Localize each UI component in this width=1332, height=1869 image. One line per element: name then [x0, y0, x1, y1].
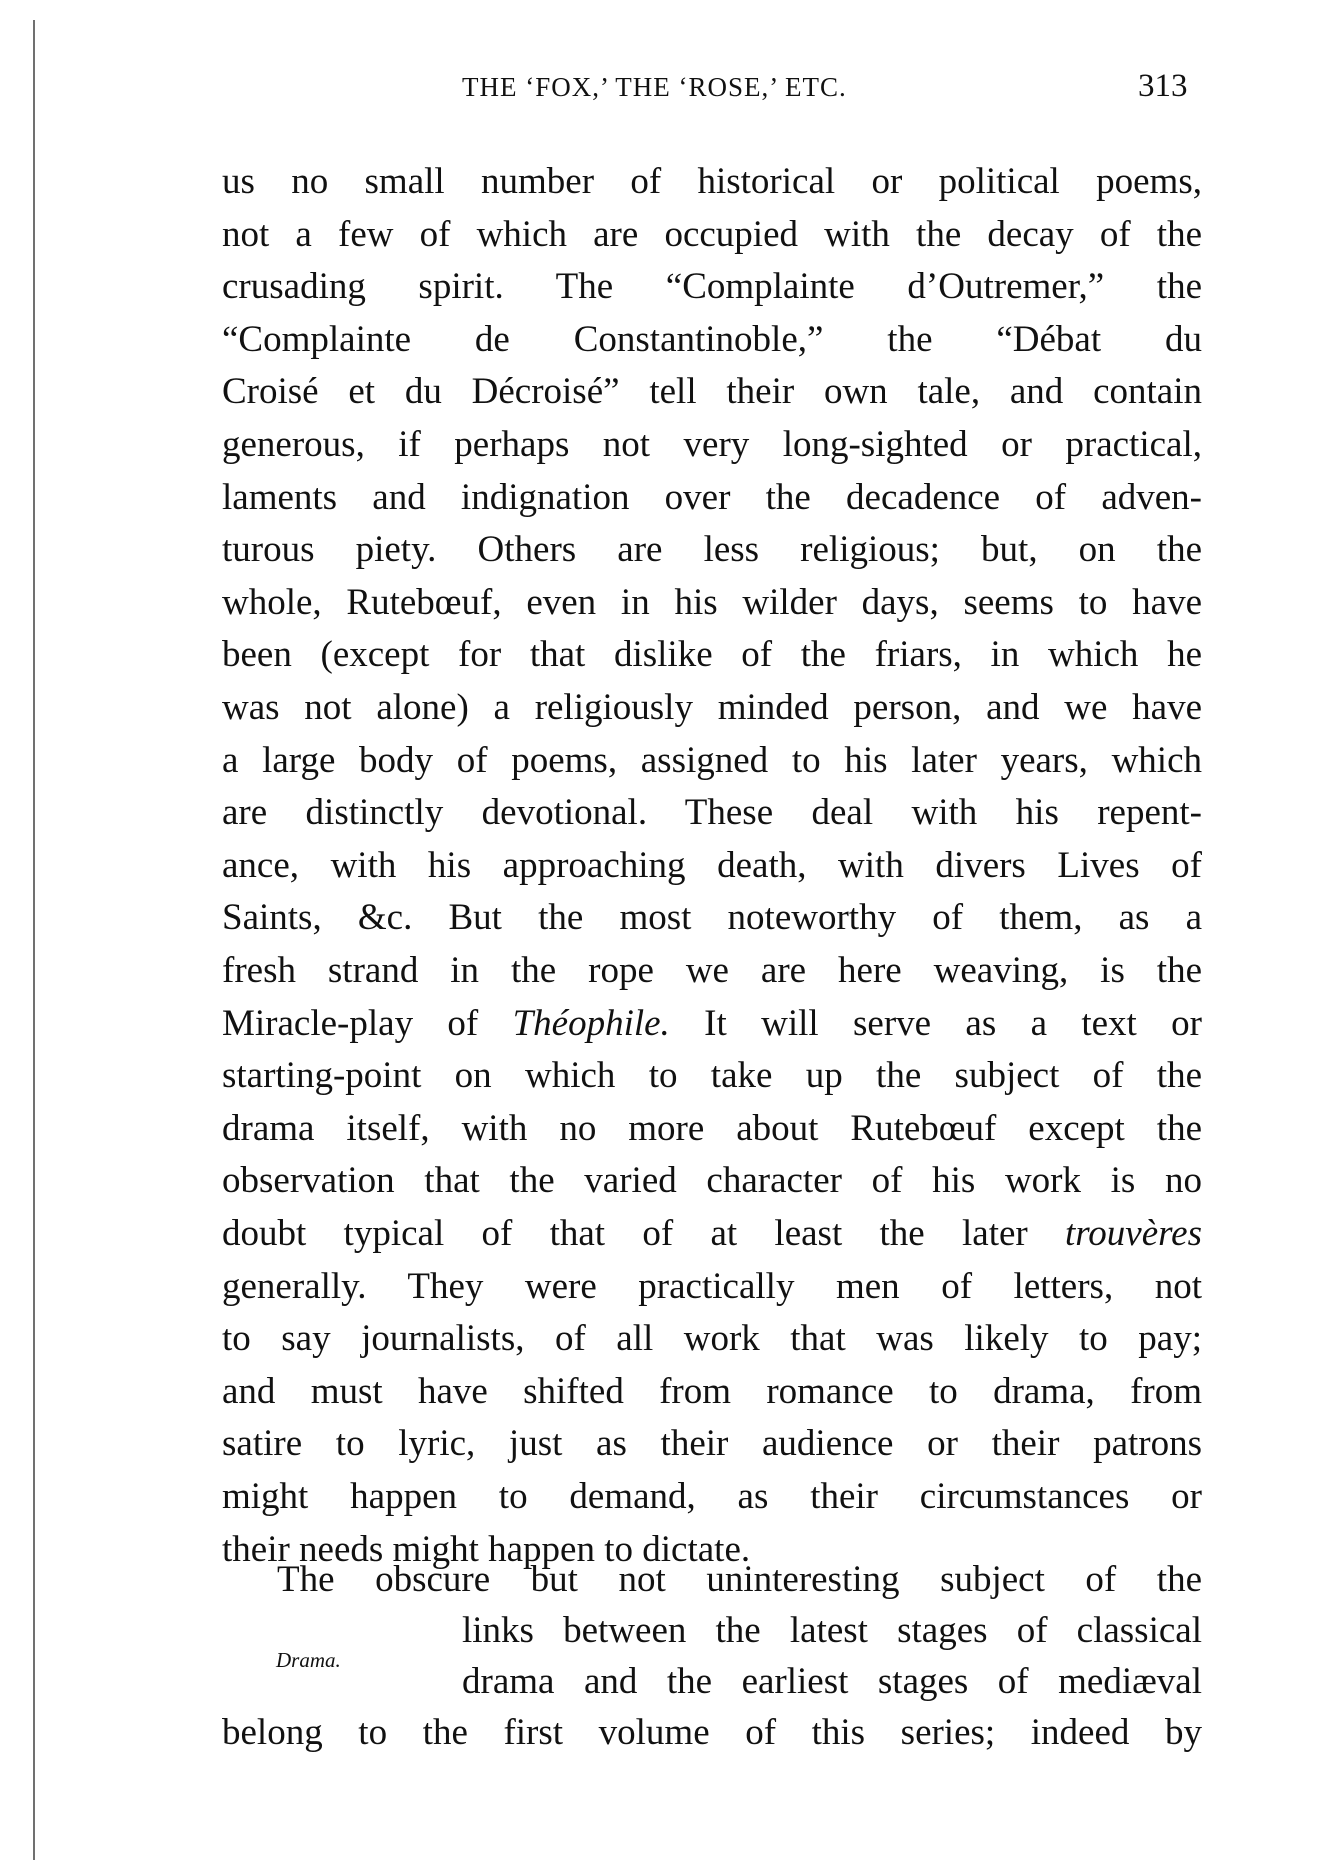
running-title: THE ‘FOX,’ THE ‘ROSE,’ ETC. [462, 72, 847, 102]
text-line [222, 793, 1202, 833]
text-line [222, 741, 1202, 781]
text-line [222, 951, 1202, 991]
line-text: a large body of poems, assigned to his later years, which [222, 739, 1202, 781]
text-line-content [222, 898, 1202, 938]
text-line-content [222, 741, 1202, 781]
line-text: turous piety. Others are less religious; but, on the [222, 529, 1202, 571]
text-line-content [222, 1713, 1202, 1753]
line-text: crusading spirit. The “Complainte d’Outremer,” the [222, 266, 1202, 308]
text-line [222, 1319, 1202, 1359]
text-line [222, 1372, 1202, 1412]
text-line-content [222, 372, 1202, 412]
line-text: us no small number of historical or political poems, [222, 161, 1202, 202]
line-text: drama itself, with no more about Rutebœuf except the [222, 1107, 1202, 1149]
text-line [222, 1161, 1202, 1201]
text-line-content [222, 1424, 1202, 1464]
text-line [222, 583, 1202, 623]
line-text: observation that the varied character of his work is no [222, 1160, 1202, 1202]
text-line-content [462, 1662, 1202, 1702]
text-line-content [222, 1004, 1202, 1044]
text-line-content [222, 1267, 1202, 1307]
line-text: starting-point on which to take up the subject of the [222, 1055, 1202, 1097]
text-line-content [222, 688, 1202, 728]
text-line-content [222, 1109, 1202, 1149]
text-line-content [222, 1056, 1202, 1096]
line-text: their needs might happen to dictate. [222, 1528, 751, 1570]
text-line [462, 1611, 1202, 1651]
text-line [462, 1662, 1202, 1702]
line-text: drama and the earliest stages of mediæval [462, 1661, 1202, 1702]
line-text: Croisé et du Décroisé” tell their own tale, and contain [222, 371, 1202, 413]
text-line [222, 530, 1202, 570]
text-line-content [222, 1319, 1202, 1359]
text-line-content [222, 583, 1202, 623]
line-text: was not alone) a religiously minded person, and we have [222, 687, 1202, 728]
line-text: It will serve as a text or [669, 1002, 1202, 1044]
text-line-content [222, 1214, 1202, 1254]
line-text: “Complainte de Constantinoble,” the “Débat du [222, 318, 1202, 360]
text-line [222, 372, 1202, 412]
line-text: The obscure but not uninteresting subject of the [277, 1559, 1202, 1600]
text-line-content [222, 530, 1202, 570]
text-line-content [222, 1372, 1202, 1412]
text-line-content [222, 162, 1202, 202]
text-line-content [222, 846, 1202, 886]
text-line [222, 215, 1202, 255]
text-line-content [222, 478, 1202, 518]
line-text: not a few of which are occupied with the decay of the [222, 213, 1202, 255]
line-text: are distinctly devotional. These deal with his repent- [222, 792, 1202, 834]
line-text: generally. They were practically men of letters, not [222, 1265, 1202, 1307]
line-text: doubt typical of that of at least the later [222, 1213, 1065, 1254]
text-line [222, 1004, 1202, 1044]
text-line-content [222, 267, 1202, 307]
text-line [277, 1560, 1202, 1600]
text-line [222, 1214, 1202, 1254]
text-line [222, 635, 1202, 675]
line-text: links between the latest stages of classical [462, 1610, 1202, 1651]
text-line-content [222, 425, 1202, 465]
text-line [222, 425, 1202, 465]
line-text: to say journalists, of all work that was likely to pay; [222, 1318, 1202, 1360]
line-text: belong to the first volume of this series; indeed by [222, 1712, 1202, 1753]
text-line [222, 1713, 1202, 1753]
text-line-content [277, 1560, 1202, 1600]
text-line-content [462, 1611, 1202, 1651]
text-line [222, 162, 1202, 202]
italic-text: trouvères [1065, 1213, 1202, 1254]
text-line [222, 1056, 1202, 1096]
line-text: ance, with his approaching death, with divers Lives of [222, 844, 1202, 886]
line-text: and must have shifted from romance to drama, from [222, 1370, 1202, 1412]
line-text: whole, Rutebœuf, even in his wilder days, seems to have [222, 581, 1202, 623]
text-line-content [222, 215, 1202, 255]
line-text: Miracle-play of [222, 1002, 513, 1044]
text-line [222, 1109, 1202, 1149]
text-line [222, 1267, 1202, 1307]
line-text: satire to lyric, just as their audience or their patrons [222, 1423, 1202, 1465]
text-line-content [222, 793, 1202, 833]
text-line-content [222, 635, 1202, 675]
text-line [222, 1477, 1202, 1517]
text-line-content [222, 1161, 1202, 1201]
text-line-content [222, 951, 1202, 991]
text-line [222, 1424, 1202, 1464]
text-line [222, 478, 1202, 518]
text-line-content [222, 1477, 1202, 1517]
scan-edge-artifact [33, 20, 38, 1860]
line-text: Saints, &c. But the most noteworthy of them, as a [222, 897, 1202, 939]
line-text: been (except for that dislike of the friars, in which he [222, 634, 1202, 676]
line-text: fresh strand in the rope we are here weaving, is the [222, 950, 1202, 991]
text-line [222, 898, 1202, 938]
line-text: generous, if perhaps not very long-sighted or practical, [222, 424, 1202, 465]
page-number: 313 [1138, 68, 1188, 104]
line-text: might happen to demand, as their circumstances or [222, 1476, 1202, 1517]
margin-note: Drama. [276, 1648, 341, 1672]
text-line [222, 320, 1202, 360]
line-text: laments and indignation over the decadence of adven- [222, 476, 1202, 518]
text-line [222, 846, 1202, 886]
text-line-content [222, 320, 1202, 360]
italic-text: Théophile. [512, 1002, 670, 1044]
text-line [222, 688, 1202, 728]
text-line [222, 267, 1202, 307]
